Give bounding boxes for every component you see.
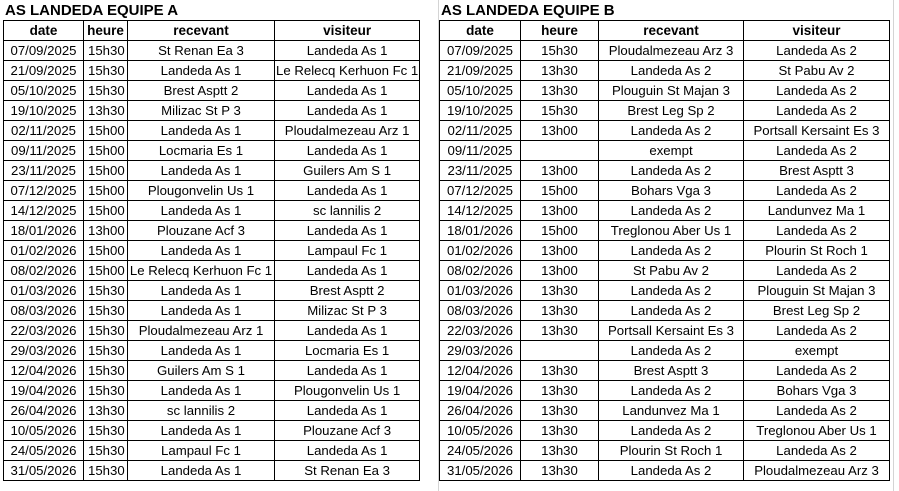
- cell-visiteur[interactable]: Landeda As 2: [744, 321, 890, 341]
- header-visiteur: visiteur: [275, 21, 420, 41]
- cell-heure[interactable]: 15h30: [84, 361, 128, 381]
- cell-date[interactable]: 26/04/2026: [440, 401, 521, 421]
- cell-visiteur[interactable]: Landeda As 1: [275, 141, 420, 161]
- cell-recevant[interactable]: Landeda As 1: [128, 381, 275, 401]
- cell-visiteur[interactable]: Locmaria Es 1: [275, 341, 420, 361]
- cell-date[interactable]: 10/05/2026: [4, 421, 84, 441]
- table-row: [440, 141, 890, 161]
- cell-visiteur[interactable]: Landeda As 1: [275, 181, 420, 201]
- cell-visiteur[interactable]: Landeda As 2: [744, 221, 890, 241]
- cell-recevant[interactable]: Brest Asptt 3: [599, 361, 744, 381]
- cell-date[interactable]: 19/10/2025: [440, 101, 521, 121]
- table-row: [4, 121, 420, 141]
- cell-date[interactable]: 18/01/2026: [440, 221, 521, 241]
- cell-date[interactable]: 01/03/2026: [440, 281, 521, 301]
- team-b-title: AS LANDEDA EQUIPE B: [441, 2, 615, 19]
- cell-date[interactable]: 05/10/2025: [440, 81, 521, 101]
- team-b-table: [439, 20, 890, 481]
- cell-heure[interactable]: 15h00: [521, 181, 599, 201]
- cell-recevant[interactable]: Treglonou Aber Us 1: [599, 221, 744, 241]
- cell-heure[interactable]: 15h30: [84, 321, 128, 341]
- table-row: [4, 321, 420, 341]
- cell-visiteur[interactable]: Landeda As 1: [275, 221, 420, 241]
- cell-recevant[interactable]: Portsall Kersaint Es 3: [599, 321, 744, 341]
- cell-heure[interactable]: 13h00: [521, 201, 599, 221]
- cell-date[interactable]: 07/09/2025: [440, 41, 521, 61]
- cell-date[interactable]: 07/12/2025: [4, 181, 84, 201]
- table-row: [440, 81, 890, 101]
- table-row: [440, 401, 890, 421]
- cell-date[interactable]: 05/10/2025: [4, 81, 84, 101]
- cell-recevant[interactable]: Landeda As 1: [128, 461, 275, 481]
- table-row: [4, 441, 420, 461]
- cell-heure[interactable]: 15h00: [84, 181, 128, 201]
- cell-date[interactable]: 14/12/2025: [440, 201, 521, 221]
- table-row: [4, 101, 420, 121]
- cell-heure[interactable]: 13h00: [521, 261, 599, 281]
- cell-heure[interactable]: 15h00: [521, 221, 599, 241]
- cell-visiteur[interactable]: Le Relecq Kerhuon Fc 1: [275, 61, 420, 81]
- table-row: [4, 181, 420, 201]
- cell-heure[interactable]: 13h30: [521, 321, 599, 341]
- cell-recevant[interactable]: Landeda As 1: [128, 201, 275, 221]
- cell-visiteur[interactable]: Landeda As 1: [275, 81, 420, 101]
- cell-heure[interactable]: 15h00: [84, 201, 128, 221]
- header-recevant: recevant: [599, 21, 744, 41]
- table-row: [440, 121, 890, 141]
- cell-visiteur[interactable]: Landeda As 1: [275, 441, 420, 461]
- cell-date[interactable]: 01/02/2026: [440, 241, 521, 261]
- cell-recevant[interactable]: sc lannilis 2: [128, 401, 275, 421]
- cell-date[interactable]: 08/02/2026: [4, 261, 84, 281]
- table-row: [440, 161, 890, 181]
- cell-heure[interactable]: 15h30: [84, 381, 128, 401]
- cell-recevant[interactable]: Landeda As 1: [128, 421, 275, 441]
- cell-date[interactable]: 02/11/2025: [440, 121, 521, 141]
- header-date: date: [4, 21, 84, 41]
- table-row: [4, 201, 420, 221]
- table-row: [440, 321, 890, 341]
- table-row: [440, 261, 890, 281]
- cell-date[interactable]: 26/04/2026: [4, 401, 84, 421]
- cell-visiteur[interactable]: Landeda As 2: [744, 81, 890, 101]
- cell-heure[interactable]: 15h30: [84, 81, 128, 101]
- cell-visiteur[interactable]: Plouzane Acf 3: [275, 421, 420, 441]
- cell-heure[interactable]: 13h00: [521, 121, 599, 141]
- cell-visiteur[interactable]: Landeda As 1: [275, 321, 420, 341]
- cell-visiteur[interactable]: Landeda As 1: [275, 41, 420, 61]
- cell-visiteur[interactable]: Plougonvelin Us 1: [275, 381, 420, 401]
- cell-visiteur[interactable]: Landeda As 2: [744, 261, 890, 281]
- cell-recevant[interactable]: Locmaria Es 1: [128, 141, 275, 161]
- cell-visiteur[interactable]: sc lannilis 2: [275, 201, 420, 221]
- cell-heure[interactable]: 13h30: [521, 61, 599, 81]
- cell-heure[interactable]: 13h30: [84, 401, 128, 421]
- table-row: [4, 241, 420, 261]
- cell-recevant[interactable]: St Pabu Av 2: [599, 261, 744, 281]
- cell-recevant[interactable]: exempt: [599, 141, 744, 161]
- cell-visiteur[interactable]: Landeda As 2: [744, 101, 890, 121]
- table-row: [440, 241, 890, 261]
- cell-recevant[interactable]: St Renan Ea 3: [128, 41, 275, 61]
- header-heure: heure: [521, 21, 599, 41]
- cell-visiteur[interactable]: Ploudalmezeau Arz 1: [275, 121, 420, 141]
- table-row: [440, 341, 890, 361]
- cell-recevant[interactable]: Landeda As 2: [599, 461, 744, 481]
- cell-recevant[interactable]: Landeda As 1: [128, 241, 275, 261]
- cell-heure[interactable]: [521, 341, 599, 361]
- cell-date[interactable]: 31/05/2026: [440, 461, 521, 481]
- cell-heure[interactable]: 13h00: [521, 161, 599, 181]
- cell-date[interactable]: 23/11/2025: [440, 161, 521, 181]
- cell-visiteur[interactable]: Ploudalmezeau Arz 3: [744, 461, 890, 481]
- cell-recevant[interactable]: Landeda As 2: [599, 61, 744, 81]
- team-a-table: [3, 20, 420, 481]
- cell-date[interactable]: 08/03/2026: [4, 301, 84, 321]
- table-row: [4, 401, 420, 421]
- cell-visiteur[interactable]: St Pabu Av 2: [744, 61, 890, 81]
- cell-recevant[interactable]: Ploudalmezeau Arz 1: [128, 321, 275, 341]
- cell-recevant[interactable]: Landeda As 2: [599, 241, 744, 261]
- cell-visiteur[interactable]: Landeda As 2: [744, 361, 890, 381]
- cell-recevant[interactable]: Landeda As 2: [599, 421, 744, 441]
- cell-date[interactable]: 19/04/2026: [440, 381, 521, 401]
- cell-date[interactable]: 22/03/2026: [440, 321, 521, 341]
- cell-recevant[interactable]: Landeda As 2: [599, 121, 744, 141]
- table-row: [440, 441, 890, 461]
- cell-date[interactable]: 07/09/2025: [4, 41, 84, 61]
- cell-recevant[interactable]: Landeda As 1: [128, 161, 275, 181]
- cell-visiteur[interactable]: Plouguin St Majan 3: [744, 281, 890, 301]
- table-row: [440, 301, 890, 321]
- table-row: [440, 101, 890, 121]
- cell-recevant[interactable]: Landeda As 2: [599, 301, 744, 321]
- cell-date[interactable]: 24/05/2026: [4, 441, 84, 461]
- cell-heure[interactable]: 15h00: [84, 261, 128, 281]
- cell-heure[interactable]: 15h30: [84, 461, 128, 481]
- cell-visiteur[interactable]: Brest Asptt 3: [744, 161, 890, 181]
- cell-heure[interactable]: 15h30: [84, 341, 128, 361]
- table-row: [440, 41, 890, 61]
- cell-visiteur[interactable]: Guilers Am S 1: [275, 161, 420, 181]
- table-row: [440, 181, 890, 201]
- cell-recevant[interactable]: Landunvez Ma 1: [599, 401, 744, 421]
- table-row: [4, 361, 420, 381]
- table-row: [440, 421, 890, 441]
- cell-date[interactable]: 19/10/2025: [4, 101, 84, 121]
- cell-visiteur[interactable]: Treglonou Aber Us 1: [744, 421, 890, 441]
- cell-heure[interactable]: 15h00: [84, 161, 128, 181]
- cell-recevant[interactable]: Landeda As 2: [599, 341, 744, 361]
- cell-recevant[interactable]: Landeda As 2: [599, 201, 744, 221]
- cell-visiteur[interactable]: Landunvez Ma 1: [744, 201, 890, 221]
- table-row: [440, 61, 890, 81]
- cell-visiteur[interactable]: Plourin St Roch 1: [744, 241, 890, 261]
- cell-visiteur[interactable]: Lampaul Fc 1: [275, 241, 420, 261]
- cell-date[interactable]: 09/11/2025: [440, 141, 521, 161]
- cell-visiteur[interactable]: Landeda As 1: [275, 401, 420, 421]
- header-date: date: [440, 21, 521, 41]
- header-row: [440, 21, 890, 41]
- cell-visiteur[interactable]: St Renan Ea 3: [275, 461, 420, 481]
- table-row: [440, 381, 890, 401]
- cell-date[interactable]: 14/12/2025: [4, 201, 84, 221]
- cell-heure[interactable]: [521, 141, 599, 161]
- cell-heure[interactable]: 13h30: [521, 401, 599, 421]
- cell-heure[interactable]: 15h30: [84, 281, 128, 301]
- table-row: [4, 381, 420, 401]
- cell-heure[interactable]: 15h30: [84, 61, 128, 81]
- table-row: [4, 421, 420, 441]
- cell-visiteur[interactable]: Landeda As 1: [275, 261, 420, 281]
- cell-visiteur[interactable]: Bohars Vga 3: [744, 381, 890, 401]
- cell-heure[interactable]: 13h30: [84, 101, 128, 121]
- cell-heure[interactable]: 13h30: [521, 461, 599, 481]
- cell-date[interactable]: 02/11/2025: [4, 121, 84, 141]
- cell-visiteur[interactable]: Landeda As 2: [744, 441, 890, 461]
- cell-recevant[interactable]: Landeda As 2: [599, 381, 744, 401]
- cell-date[interactable]: 24/05/2026: [440, 441, 521, 461]
- cell-heure[interactable]: 13h00: [521, 241, 599, 261]
- cell-date[interactable]: 09/11/2025: [4, 141, 84, 161]
- cell-heure[interactable]: 13h30: [521, 381, 599, 401]
- cell-date[interactable]: 29/03/2026: [4, 341, 84, 361]
- cell-visiteur[interactable]: Brest Asptt 2: [275, 281, 420, 301]
- header-row: [4, 21, 420, 41]
- cell-heure[interactable]: 13h30: [521, 421, 599, 441]
- cell-date[interactable]: 12/04/2026: [4, 361, 84, 381]
- cell-recevant[interactable]: Plourin St Roch 1: [599, 441, 744, 461]
- cell-date[interactable]: 18/01/2026: [4, 221, 84, 241]
- cell-recevant[interactable]: Landeda As 2: [599, 161, 744, 181]
- cell-heure[interactable]: 13h30: [521, 281, 599, 301]
- table-row: [440, 201, 890, 221]
- cell-recevant[interactable]: Landeda As 1: [128, 301, 275, 321]
- cell-recevant[interactable]: Lampaul Fc 1: [128, 441, 275, 461]
- cell-recevant[interactable]: Landeda As 1: [128, 341, 275, 361]
- cell-recevant[interactable]: Landeda As 1: [128, 281, 275, 301]
- cell-visiteur[interactable]: exempt: [744, 341, 890, 361]
- cell-date[interactable]: 21/09/2025: [4, 61, 84, 81]
- cell-recevant[interactable]: Le Relecq Kerhuon Fc 1: [128, 261, 275, 281]
- table-row: [440, 361, 890, 381]
- cell-date[interactable]: 01/03/2026: [4, 281, 84, 301]
- cell-visiteur[interactable]: Brest Leg Sp 2: [744, 301, 890, 321]
- cell-recevant[interactable]: Brest Leg Sp 2: [599, 101, 744, 121]
- cell-date[interactable]: 19/04/2026: [4, 381, 84, 401]
- cell-visiteur[interactable]: Landeda As 2: [744, 141, 890, 161]
- cell-recevant[interactable]: Guilers Am S 1: [128, 361, 275, 381]
- cell-heure[interactable]: 13h30: [521, 81, 599, 101]
- cell-heure[interactable]: 13h00: [84, 221, 128, 241]
- table-row: [440, 221, 890, 241]
- cell-visiteur[interactable]: Landeda As 2: [744, 401, 890, 421]
- cell-heure[interactable]: 13h30: [521, 361, 599, 381]
- cell-date[interactable]: 29/03/2026: [440, 341, 521, 361]
- header-recevant: recevant: [128, 21, 275, 41]
- cell-date[interactable]: 21/09/2025: [440, 61, 521, 81]
- header-heure: heure: [84, 21, 128, 41]
- cell-heure[interactable]: 15h30: [84, 441, 128, 461]
- table-row: [4, 341, 420, 361]
- cell-recevant[interactable]: Ploudalmezeau Arz 3: [599, 41, 744, 61]
- cell-heure[interactable]: 15h30: [521, 41, 599, 61]
- cell-visiteur[interactable]: Landeda As 2: [744, 41, 890, 61]
- cell-heure[interactable]: 13h30: [521, 441, 599, 461]
- table-row: [4, 61, 420, 81]
- cell-recevant[interactable]: Landeda As 1: [128, 121, 275, 141]
- table-row: [4, 81, 420, 101]
- cell-heure[interactable]: 15h00: [84, 241, 128, 261]
- table-row: [4, 301, 420, 321]
- table-row: [440, 281, 890, 301]
- team-b-schedule: [439, 0, 890, 481]
- team-a-title: AS LANDEDA EQUIPE A: [5, 2, 179, 19]
- cell-heure[interactable]: 13h30: [521, 301, 599, 321]
- cell-recevant[interactable]: Milizac St P 3: [128, 101, 275, 121]
- cell-heure[interactable]: 15h30: [84, 421, 128, 441]
- cell-recevant[interactable]: Plouguin St Majan 3: [599, 81, 744, 101]
- table-row: [4, 281, 420, 301]
- cell-heure[interactable]: 15h30: [84, 301, 128, 321]
- cell-recevant[interactable]: Bohars Vga 3: [599, 181, 744, 201]
- table-row: [4, 221, 420, 241]
- cell-date[interactable]: 08/02/2026: [440, 261, 521, 281]
- cell-recevant[interactable]: Plouzane Acf 3: [128, 221, 275, 241]
- column-gridline: [893, 0, 894, 491]
- table-row: [4, 41, 420, 61]
- cell-date[interactable]: 23/11/2025: [4, 161, 84, 181]
- cell-recevant[interactable]: Plougonvelin Us 1: [128, 181, 275, 201]
- cell-date[interactable]: 01/02/2026: [4, 241, 84, 261]
- cell-date[interactable]: 31/05/2026: [4, 461, 84, 481]
- team-a-schedule: [3, 0, 420, 481]
- table-row: [4, 141, 420, 161]
- cell-date[interactable]: 07/12/2025: [440, 181, 521, 201]
- cell-date[interactable]: 12/04/2026: [440, 361, 521, 381]
- cell-date[interactable]: 22/03/2026: [4, 321, 84, 341]
- cell-visiteur[interactable]: Milizac St P 3: [275, 301, 420, 321]
- table-row: [440, 461, 890, 481]
- table-row: [4, 261, 420, 281]
- cell-heure[interactable]: 15h30: [521, 101, 599, 121]
- cell-visiteur[interactable]: Landeda As 2: [744, 181, 890, 201]
- cell-heure[interactable]: 15h30: [84, 41, 128, 61]
- cell-heure[interactable]: 15h00: [84, 121, 128, 141]
- cell-date[interactable]: 08/03/2026: [440, 301, 521, 321]
- cell-visiteur[interactable]: Landeda As 1: [275, 101, 420, 121]
- cell-visiteur[interactable]: Landeda As 1: [275, 361, 420, 381]
- table-row: [4, 461, 420, 481]
- cell-heure[interactable]: 15h00: [84, 141, 128, 161]
- cell-recevant[interactable]: Landeda As 2: [599, 281, 744, 301]
- table-row: [4, 161, 420, 181]
- cell-recevant[interactable]: Brest Asptt 2: [128, 81, 275, 101]
- header-visiteur: visiteur: [744, 21, 890, 41]
- cell-visiteur[interactable]: Portsall Kersaint Es 3: [744, 121, 890, 141]
- cell-date[interactable]: 10/05/2026: [440, 421, 521, 441]
- cell-recevant[interactable]: Landeda As 1: [128, 61, 275, 81]
